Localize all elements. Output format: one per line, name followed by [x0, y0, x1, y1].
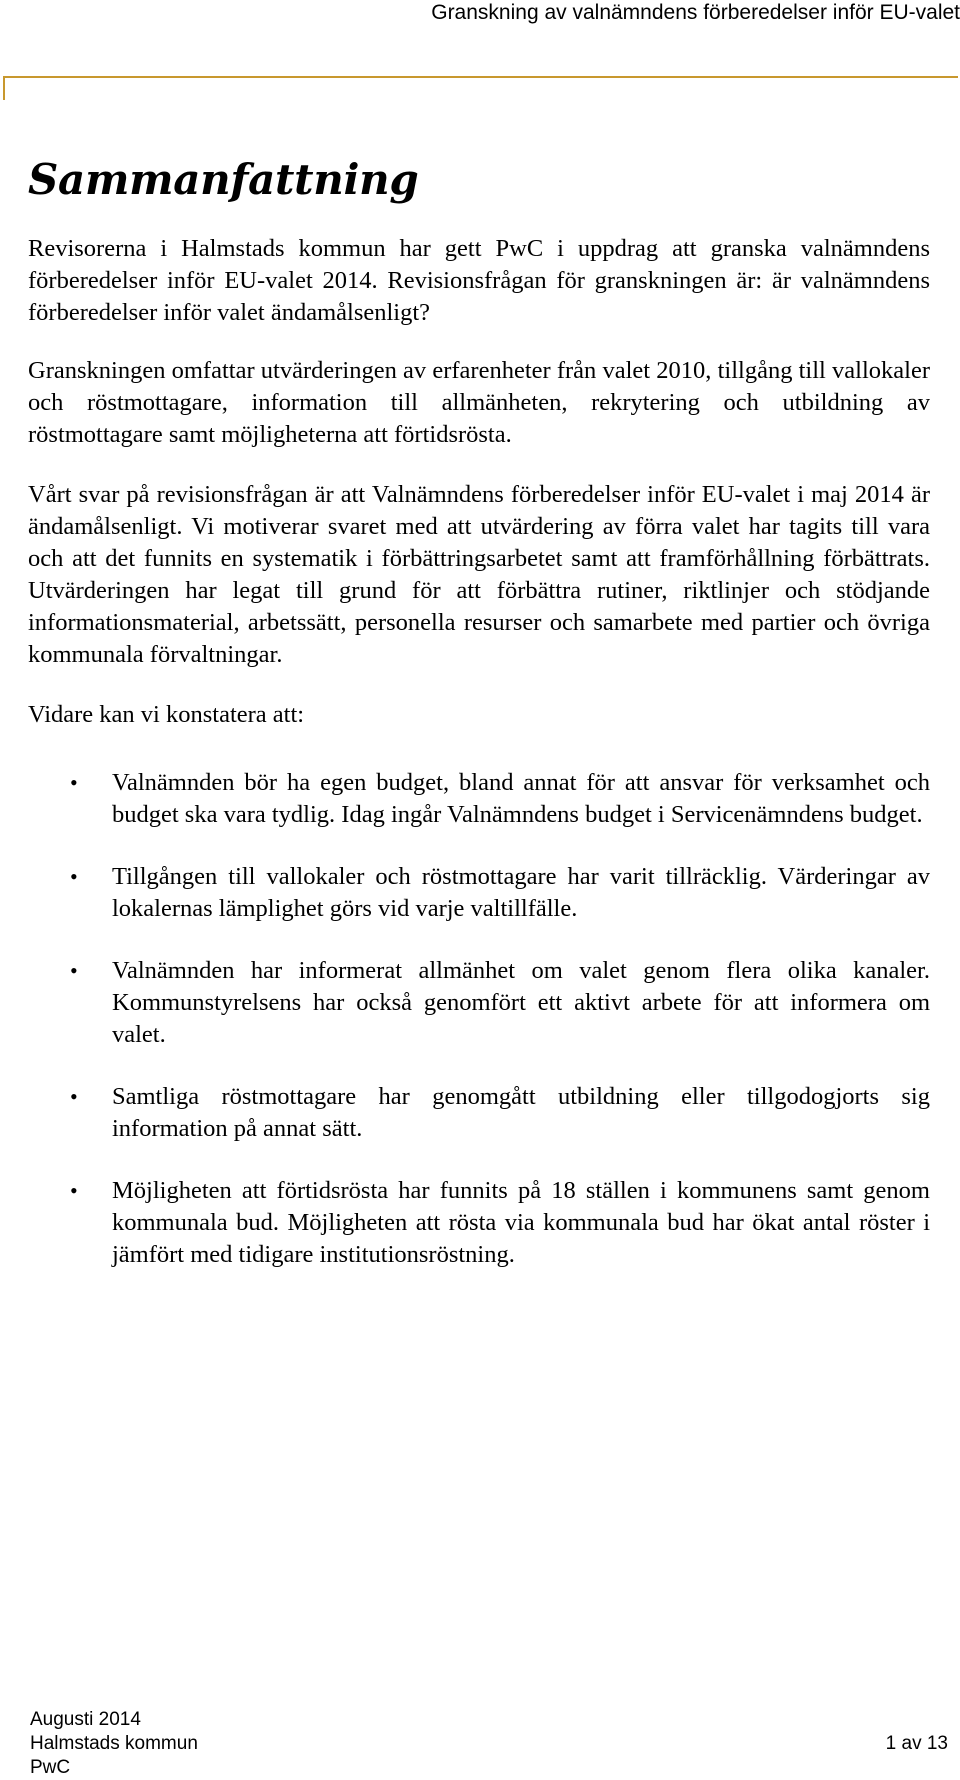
list-item-text: Valnämnden bör ha egen budget, bland annat för att ansvar för verksamhet och budget ska vara tydlig. Idag ingår Valnämndens budget i Servicenämndens budget.	[112, 769, 930, 828]
footer-organization: Halmstads kommun	[30, 1733, 198, 1754]
bullet-icon: •	[70, 1084, 78, 1109]
header-rule	[3, 76, 958, 78]
bullet-icon: •	[70, 864, 78, 889]
paragraph-answer: Vårt svar på revisionsfrågan är att Valnämndens förberedelser inför EU-valet i maj 2014 är ändamålsenligt. Vi motiverar svaret med att utvärdering av förra valet har tagits till vara och att det funnits en systematik i förbättringsarbetet samt att framförhållning förbättrats. Utvärderingen har legat till grund för att förbättra rutiner, riktlinjer och stödjande informationsmaterial, arbetssätt, personella resurser och samarbete med partier och övriga kommunala förvaltningar.	[28, 481, 930, 668]
page-footer	[30, 1708, 948, 1780]
list-item	[28, 1175, 930, 1271]
list-item	[28, 955, 930, 1051]
bullet-icon: •	[70, 1178, 78, 1203]
list-item	[28, 861, 930, 925]
footer-author: PwC	[30, 1757, 71, 1778]
list-item-text: Tillgången till vallokaler och röstmottagare har varit tillräcklig. Värderingar av lokalernas lämplighet görs vid varje valtillfälle.	[112, 863, 930, 922]
list-item-text: Samtliga röstmottagare har genomgått utbildning eller tillgodogjorts sig information på annat sätt.	[112, 1083, 930, 1142]
footer-date: Augusti 2014	[30, 1709, 141, 1730]
list-item	[28, 1081, 930, 1145]
bullet-icon: •	[70, 958, 78, 983]
running-header: Granskning av valnämndens förberedelser inför EU-valet	[431, 1, 960, 24]
paragraph-intro: Revisorerna i Halmstads kommun har gett PwC i uppdrag att granska valnämndens förberedelser inför EU-valet 2014. Revisionsfrågan för granskningen är: är valnämndens förberedelser inför valet ändamålsenligt?	[28, 235, 930, 326]
list-item-text: Valnämnden har informerat allmänhet om valet genom flera olika kanaler. Kommunstyrelsens har också genomfört ett aktivt arbete för att informera om valet.	[112, 957, 930, 1048]
findings-list	[28, 767, 930, 1271]
page-title: Sammanfattning	[28, 155, 419, 204]
list-item-text: Möjligheten att förtidsrösta har funnits på 18 ställen i kommunens samt genom kommunala bud. Möjligheten att rösta via kommunala bud har ökat antal röster i jämfört med tidigare institutionsröstning.	[112, 1177, 930, 1268]
footer-line	[30, 1732, 948, 1756]
paragraph-scope: Granskningen omfattar utvärderingen av erfarenheter från valet 2010, tillgång till vallokaler och röstmottagare, information till allmänheten, rekrytering och utbildning av röstmottagare samt möjligheterna att förtidsrösta.	[28, 357, 930, 448]
document-body	[28, 233, 930, 1301]
findings-lead-in: Vidare kan vi konstatera att:	[28, 701, 305, 728]
page-number: 1 av 13	[885, 1733, 948, 1754]
bullet-icon: •	[70, 770, 78, 795]
list-item	[28, 767, 930, 831]
header-rule-tick	[3, 76, 5, 100]
